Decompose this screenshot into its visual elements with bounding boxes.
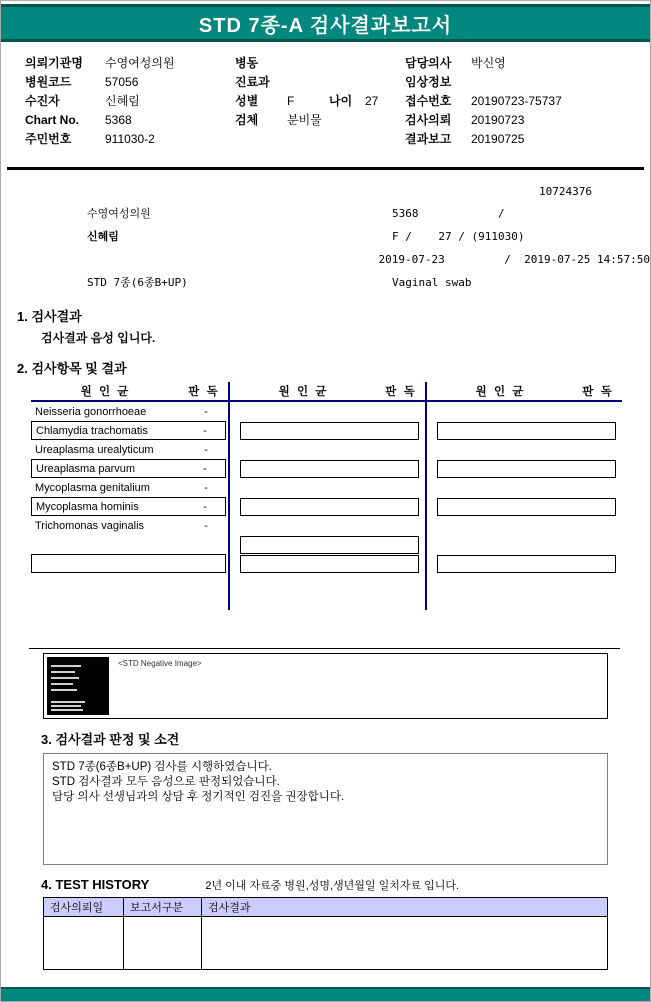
organism-result: -: [203, 424, 207, 437]
organism-result: -: [203, 500, 207, 513]
field-label: 담당의사: [405, 56, 452, 70]
history-header-result: 검사결과: [208, 902, 251, 914]
meta-row-patient: [1, 225, 650, 248]
field-receipt-no: [405, 92, 650, 111]
field-label: Chart No.: [25, 113, 79, 127]
field-value: 911030-2: [105, 132, 155, 146]
field-request-date: [405, 111, 650, 130]
empty-result-box: [240, 460, 419, 478]
field-label: 나이: [329, 94, 353, 108]
report-title: STD 7종-A 검사결과보고서: [198, 14, 453, 37]
gel-image-label: <STD Negative Image>: [118, 659, 202, 668]
meta-row-test: [1, 271, 650, 294]
field-hospital-code: [25, 73, 235, 92]
table-row-empty: [240, 479, 419, 497]
meta-left: STD 7종(6종B+UP): [87, 276, 188, 289]
history-cell: [124, 917, 202, 969]
organism-name: Mycoplasma genitalium: [35, 481, 150, 494]
organism-name: Chlamydia trachomatis: [36, 424, 148, 437]
column-header-organism: 원 인 균: [278, 386, 329, 398]
gel-lane-mark: [51, 665, 81, 667]
organism-name: Ureaplasma urealyticum: [35, 443, 154, 456]
empty-result-box: [437, 555, 616, 573]
field-value: 신혜림: [105, 94, 140, 108]
field-specimen: [235, 111, 405, 130]
organism-name: Neisseria gonorrhoeae: [35, 405, 147, 418]
field-value: 5368: [105, 113, 132, 127]
table-row-empty: [31, 535, 226, 554]
table-row-empty: [240, 517, 419, 535]
table-row-empty: [437, 479, 616, 497]
doc-number: 10724376: [539, 185, 592, 198]
field-department: [235, 73, 405, 92]
field-label: 성별: [235, 94, 259, 108]
organism-name: Mycoplasma hominis: [36, 500, 139, 513]
organism-result: -: [204, 481, 208, 494]
test-history-table: [43, 897, 608, 970]
empty-result-box: [240, 536, 419, 554]
opinion-line: 담당 의사 선생님과의 상담 후 정기적인 검진을 권장합니다.: [52, 791, 345, 803]
results-group-3: [425, 382, 622, 610]
empty-result-box: [437, 422, 616, 440]
divider: [7, 167, 644, 170]
gel-lane-mark: [51, 683, 73, 685]
column-header-organism: 원 인 균: [80, 386, 131, 398]
section4-header: [41, 877, 650, 893]
field-chart-no: [25, 111, 235, 130]
field-value: 20190723-75737: [471, 94, 562, 108]
header-info: [1, 42, 650, 153]
field-label: 병동: [235, 56, 259, 70]
empty-result-box: [437, 460, 616, 478]
results-header: [427, 382, 622, 402]
empty-result-box: [437, 498, 616, 516]
field-label: 검체: [235, 113, 259, 127]
column-header-result: 판 독: [385, 386, 417, 398]
history-cell: [44, 917, 124, 969]
field-value: 분비물: [287, 113, 322, 127]
field-value: 수영여성의원: [105, 56, 175, 70]
empty-result-box: [240, 555, 419, 573]
results-group-1: [31, 382, 228, 610]
gel-lane-mark: [51, 671, 75, 673]
results-header: [230, 382, 425, 402]
table-row: [31, 421, 226, 440]
table-row: [31, 497, 226, 516]
field-requesting-org: [25, 54, 235, 73]
header-info-middle: [235, 54, 405, 149]
field-clinical-info: [405, 73, 650, 92]
table-row-empty: [437, 403, 616, 421]
field-label: 병원코드: [25, 75, 72, 89]
field-value: 20190725: [471, 132, 525, 146]
field-value: 20190723: [471, 113, 525, 127]
field-resident-no: [25, 130, 235, 149]
results-table: [31, 382, 622, 610]
gel-electrophoresis-image: [47, 657, 109, 715]
section1-title: 1. 검사결과: [17, 309, 82, 324]
field-doctor: [405, 54, 650, 73]
footer-band: [1, 987, 650, 1001]
history-empty-row: [44, 917, 607, 969]
organism-result: -: [204, 519, 208, 532]
table-row: [31, 402, 226, 421]
report-meta: [1, 182, 650, 294]
table-row: [31, 459, 226, 478]
gel-lane-mark: [51, 677, 79, 679]
field-label: 임상정보: [405, 75, 452, 89]
field-label: 진료과: [235, 75, 270, 89]
history-header-row: [44, 898, 607, 917]
report-title-band: [1, 4, 650, 42]
gel-lane-mark: [51, 705, 81, 707]
history-cell: [202, 917, 607, 969]
table-row-empty: [437, 536, 616, 554]
header-info-right: [405, 54, 650, 149]
divider: [29, 648, 620, 649]
meta-right: F / 27 / (911030): [392, 230, 525, 243]
meta-left: [87, 248, 378, 271]
results-header: [31, 382, 228, 402]
section4-title: 4. TEST HISTORY: [41, 877, 150, 892]
gel-lane-mark: [51, 689, 77, 691]
history-header-request-date: 검사의뢰일: [44, 898, 124, 916]
field-ward: [235, 54, 405, 73]
meta-row-dates: [1, 248, 650, 271]
column-header-result: 판 독: [188, 386, 220, 398]
meta-row-org: [1, 202, 650, 225]
section2-title: 2. 검사항목 및 결과: [17, 361, 127, 376]
table-row: [31, 516, 226, 535]
field-label: 수진자: [25, 94, 60, 108]
header-info-left: [25, 54, 235, 149]
empty-result-box: [31, 554, 226, 573]
meta-left: 신혜림: [87, 230, 119, 243]
field-patient-name: [25, 92, 235, 111]
opinion-line: STD 검사결과 모두 음성으로 판정되었습니다.: [52, 776, 280, 788]
meta-right: Vaginal swab: [392, 276, 472, 289]
organism-name: Ureaplasma parvum: [36, 462, 136, 475]
meta-right: 2019-07-23 / 2019-07-25 14:57:50: [378, 253, 650, 266]
field-label: 결과보고: [405, 132, 452, 146]
field-value: 박신영: [471, 56, 506, 70]
meta-right: 5368 /: [392, 207, 505, 220]
table-row-empty: [437, 441, 616, 459]
column-header-organism: 원 인 균: [475, 386, 526, 398]
organism-name: Trichomonas vaginalis: [35, 519, 145, 532]
gel-lane-mark: [51, 701, 85, 703]
section3-title: 3. 검사결과 판정 및 소견: [41, 732, 180, 747]
table-row-empty: [240, 403, 419, 421]
gel-lane-mark: [51, 709, 83, 711]
table-row-empty: [240, 441, 419, 459]
field-label: 의뢰기관명: [25, 56, 83, 70]
table-row-empty: [437, 517, 616, 535]
empty-result-box: [240, 422, 419, 440]
opinion-line: STD 7종(6종B+UP) 검사를 시행하였습니다.: [52, 761, 272, 773]
section1-result-text: 검사결과 음성 입니다.: [41, 331, 156, 345]
field-sex-age: [235, 92, 405, 111]
field-label: 주민번호: [25, 132, 72, 146]
table-row: [31, 478, 226, 497]
field-value: 27: [365, 94, 379, 108]
gel-image-box: [43, 653, 608, 719]
meta-left: 수영여성의원: [87, 207, 151, 220]
field-label: 검사의뢰: [405, 113, 452, 127]
field-value: F: [287, 94, 295, 108]
section4-note: 2년 이내 자료중 병원,성명,생년월일 일치자료 입니다.: [205, 880, 460, 892]
field-report-date: [405, 130, 650, 149]
empty-result-box: [240, 498, 419, 516]
column-header-result: 판 독: [582, 386, 614, 398]
results-group-2: [228, 382, 425, 610]
organism-result: -: [204, 443, 208, 456]
table-row: [31, 440, 226, 459]
field-label: 접수번호: [405, 94, 452, 108]
field-value: 57056: [105, 75, 139, 89]
organism-result: -: [203, 462, 207, 475]
section3-opinion-box: [43, 753, 608, 865]
history-header-report-type: 보고서구분: [124, 898, 202, 916]
organism-result: -: [204, 405, 208, 418]
